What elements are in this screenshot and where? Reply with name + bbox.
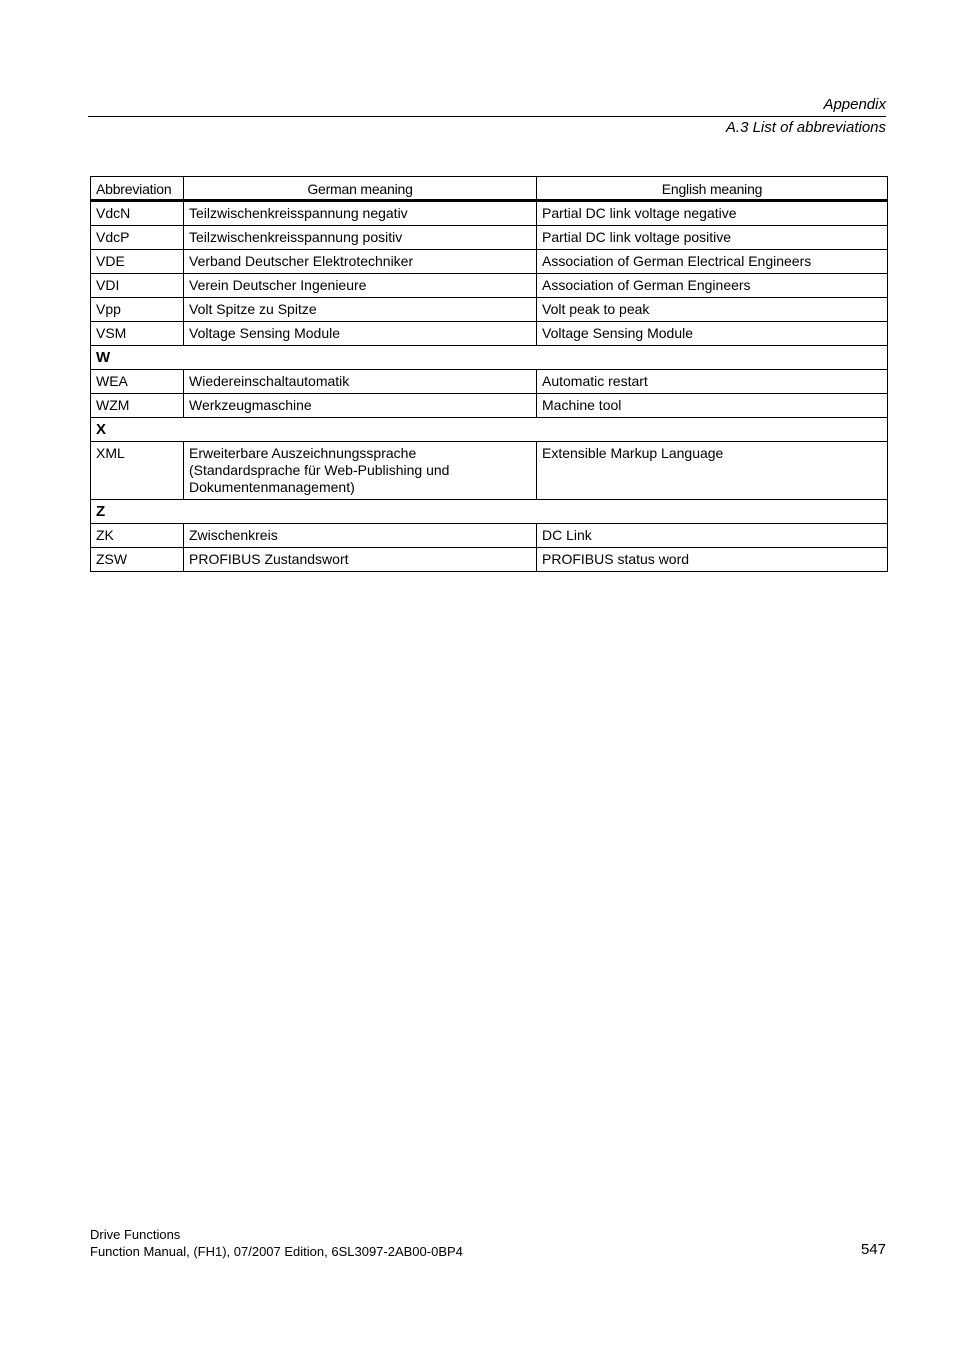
letter-group-row [91, 500, 888, 524]
column-header-english: English meaning [537, 177, 888, 201]
abbreviation-cell: WEA [91, 370, 184, 394]
german-meaning-cell: Erweiterbare Auszeichnungssprache (Standardsprache für Web-Publishing und Dokumentenmanagement) [184, 442, 537, 500]
abbreviation-cell: WZM [91, 394, 184, 418]
table-row [91, 226, 888, 250]
table-header-row [91, 177, 888, 201]
table-row [91, 201, 888, 226]
subsection-title: A.3 List of abbreviations [725, 119, 886, 136]
abbreviation-cell: XML [91, 442, 184, 500]
english-meaning-cell: DC Link [537, 524, 888, 548]
page-footer [90, 1226, 463, 1260]
footer-document-title: Drive Functions [90, 1227, 181, 1242]
table-row [91, 322, 888, 346]
german-meaning-cell: Wiedereinschaltautomatik [184, 370, 537, 394]
english-meaning-cell: Association of German Electrical Engineers [537, 250, 888, 274]
german-meaning-cell: Teilzwischenkreisspannung negativ [184, 201, 537, 226]
german-meaning-cell: PROFIBUS Zustandswort [184, 548, 537, 572]
section-title: Appendix [823, 96, 886, 113]
abbreviation-cell: VDI [91, 274, 184, 298]
page-number: 547 [860, 1241, 886, 1258]
header-rule [88, 116, 886, 117]
letter-heading: W [91, 346, 888, 370]
english-meaning-cell: Machine tool [537, 394, 888, 418]
letter-group-row [91, 346, 888, 370]
table-row [91, 548, 888, 572]
english-meaning-cell: Volt peak to peak [537, 298, 888, 322]
english-meaning-cell: Automatic restart [537, 370, 888, 394]
abbreviation-cell: VdcN [91, 201, 184, 226]
german-meaning-cell: Werkzeugmaschine [184, 394, 537, 418]
german-meaning-cell: Volt Spitze zu Spitze [184, 298, 537, 322]
table-row [91, 394, 888, 418]
table-row [91, 524, 888, 548]
footer-edition: Function Manual, (FH1), 07/2007 Edition, 6SL3097-2AB00-0BP4 [90, 1244, 463, 1259]
abbreviation-cell: Vpp [91, 298, 184, 322]
english-meaning-cell: Partial DC link voltage positive [537, 226, 888, 250]
letter-heading: Z [91, 500, 888, 524]
german-meaning-cell: Teilzwischenkreisspannung positiv [184, 226, 537, 250]
table-row [91, 250, 888, 274]
english-meaning-cell: Extensible Markup Language [537, 442, 888, 500]
page-header [88, 95, 886, 138]
table-body [91, 201, 888, 572]
german-meaning-cell: Verein Deutscher Ingenieure [184, 274, 537, 298]
column-header-german: German meaning [184, 177, 537, 201]
german-meaning-cell: Voltage Sensing Module [184, 322, 537, 346]
english-meaning-cell: PROFIBUS status word [537, 548, 888, 572]
abbreviations-table [90, 176, 888, 572]
table-row [91, 274, 888, 298]
abbreviation-cell: VDE [91, 250, 184, 274]
abbreviation-cell: ZSW [91, 548, 184, 572]
letter-heading: X [91, 418, 888, 442]
abbreviation-cell: VSM [91, 322, 184, 346]
table-row [91, 370, 888, 394]
german-meaning-cell: Verband Deutscher Elektrotechniker [184, 250, 537, 274]
table-row [91, 442, 888, 500]
german-meaning-cell: Zwischenkreis [184, 524, 537, 548]
english-meaning-cell: Association of German Engineers [537, 274, 888, 298]
letter-group-row [91, 418, 888, 442]
abbreviation-cell: ZK [91, 524, 184, 548]
english-meaning-cell: Voltage Sensing Module [537, 322, 888, 346]
column-header-abbreviation: Abbreviation [91, 177, 184, 201]
abbreviation-cell: VdcP [91, 226, 184, 250]
table-row [91, 298, 888, 322]
english-meaning-cell: Partial DC link voltage negative [537, 201, 888, 226]
